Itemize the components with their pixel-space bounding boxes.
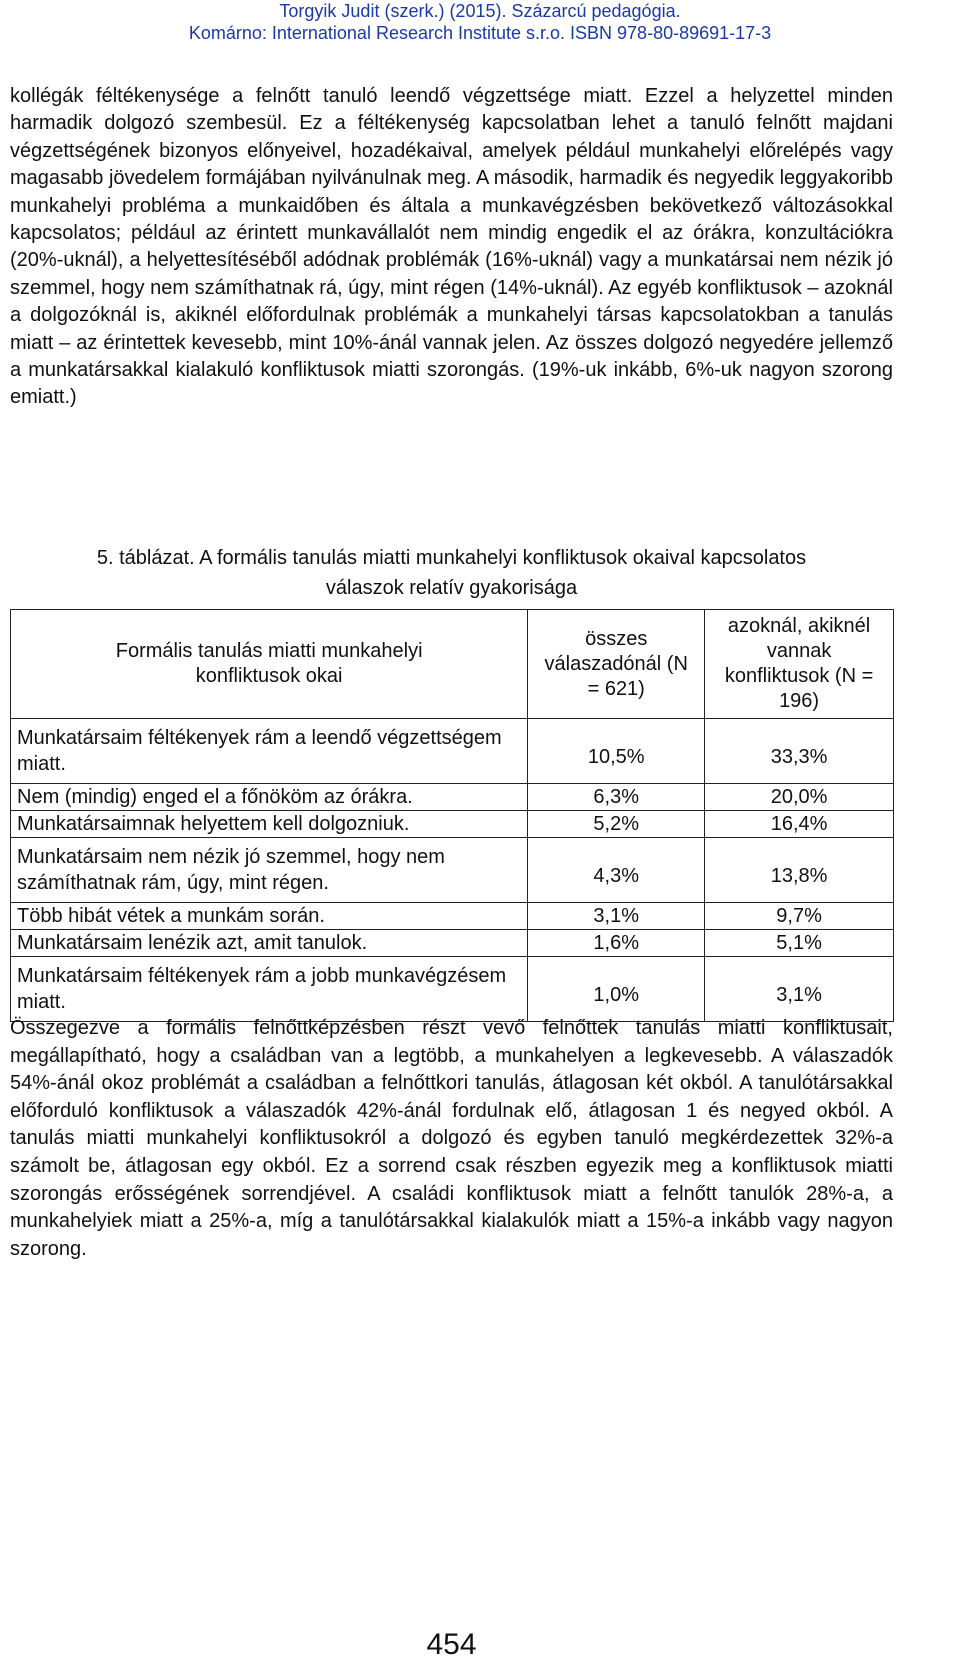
table-row: [11, 903, 894, 930]
row-all-value: 10,5%: [528, 719, 705, 784]
row-conflict-value: 13,8%: [705, 838, 894, 903]
table-row: [11, 957, 894, 1022]
row-conflict-value: 9,7%: [705, 903, 894, 930]
row-label: Munkatársaim féltékenyek rám a leendő végzettségem miatt.: [11, 719, 528, 784]
header-all-respondents: összes válaszadónál (N = 621): [528, 610, 705, 719]
table-row: [11, 719, 894, 784]
row-all-value: 3,1%: [528, 903, 705, 930]
table-caption-title: A formális tanulás miatti munkahelyi konfliktusok okaival kapcsolatos: [199, 547, 807, 569]
table-row: [11, 811, 894, 838]
table-header-row: [11, 610, 894, 719]
header-citation-line: Torgyik Judit (szerk.) (2015). Százarcú pedagógia.: [279, 1, 681, 21]
row-all-value: 1,0%: [528, 957, 705, 1022]
header-with-conflicts: azoknál, akiknél vannak konfliktusok (N = 196): [705, 610, 894, 719]
row-conflict-value: 20,0%: [705, 784, 894, 811]
conflict-causes-table: [10, 609, 894, 1022]
table-caption: [10, 543, 893, 603]
table-caption-title-cont: válaszok relatív gyakorisága: [325, 577, 578, 599]
table-row: [11, 838, 894, 903]
row-label: Több hibát vétek a munkám során.: [11, 903, 528, 930]
body-paragraph-1: kollégák féltékenysége a felnőtt tanuló leendő végzettsége miatt. Ezzel a helyzettel minden harmadik dolgozó szembesül. Ez a féltékenység kapcsolatban lehet a tanuló felnőtt majdani végzettségének bizonyos előnyeivel, hozadékaival, amelyek például munkahelyi előrelépés vagy magasabb jövedelem formájában nyilvánulnak meg. A második, harmadik és negyedik leggyakoribb munkahelyi probléma a munkaidőben és általa a munkavégzésben bekövetkező változásokkal kapcsolatos; például az érintett munkavállalót nem mindig engedik el az órákra, konzultációkra (20%-uknál), a helyettesítéséből adódnak problémák (16%-uknál) vagy a munkatársai nem nézik jó szemmel, hogy nem számíthatnak rá, úgy, mint régen (14%-uknál). Az egyéb konfliktusok – azoknál a dolgozóknál is, akiknél előfordulnak problémák a munkahelyi társas kapcsolatokban a tanulás miatt – az érintettek kevesebb, mint 10%-ánál vannak jelen. Az összes dolgozó negyedére jellemző a munkatársakkal kialakuló konfliktusok miatti szorongás. (19%-uk inkább, 6%-uk nagyon szorong emiatt.): [10, 85, 893, 409]
row-label: Nem (mindig) enged el a főnököm az órákra.: [11, 784, 528, 811]
row-label: Munkatársaim nem nézik jó szemmel, hogy nem számíthatnak rám, úgy, mint régen.: [11, 838, 528, 903]
row-label: Munkatársaim lenézik azt, amit tanulok.: [11, 930, 528, 957]
row-conflict-value: 16,4%: [705, 811, 894, 838]
row-conflict-value: 5,1%: [705, 930, 894, 957]
row-label: Munkatársaimnak helyettem kell dolgozniuk.: [11, 811, 528, 838]
row-all-value: 6,3%: [528, 784, 705, 811]
row-conflict-value: 3,1%: [705, 957, 894, 1022]
header-publisher-line: Komárno: International Research Institute s.r.o. ISBN 978-80-89691-17-3: [188, 23, 772, 43]
header-cause: Formális tanulás miatti munkahelyi konfliktusok okai: [11, 610, 528, 719]
row-label: Munkatársaim féltékenyek rám a jobb munkavégzésem miatt.: [11, 957, 528, 1022]
row-conflict-value: 33,3%: [705, 719, 894, 784]
table-row: [11, 930, 894, 957]
page-header: [120, 0, 840, 44]
table-row: [11, 784, 894, 811]
body-paragraph-2: Összegezve a formális felnőttképzésben részt vevő felnőttek tanulás miatti konfliktusait, megállapítható, hogy a családban van a legtöbb, a munkahelyen a legkevesebb. A válaszadók 54%-ánál okoz problémát a családban a felnőttkori tanulás, átlagosan két okból. A tanulótársakkal előforduló konfliktusok a válaszadók 42%-ánál fordulnak elő, átlagosan 1 és negyed okból. A tanulás miatti munkahelyi konfliktusokról a dolgozó és egyben tanuló megkérdezettek 32%-a számolt be, átlagosan egy okból. Ez a sorrend csak részben egyezik meg a konfliktusok miatti szorongás erősségének sorrendjével. A családi konfliktusok miatt a felnőtt tanulók 28%-a, a munkahelyiek miatt a 25%-a, míg a tanulótársakkal kialakulók miatt a 15%-a inkább vagy nagyon szorong.: [10, 1017, 893, 1260]
row-all-value: 1,6%: [528, 930, 705, 957]
row-all-value: 4,3%: [528, 838, 705, 903]
table-caption-label: 5. táblázat.: [96, 547, 195, 569]
page-number: 454: [426, 1628, 477, 1661]
row-all-value: 5,2%: [528, 811, 705, 838]
